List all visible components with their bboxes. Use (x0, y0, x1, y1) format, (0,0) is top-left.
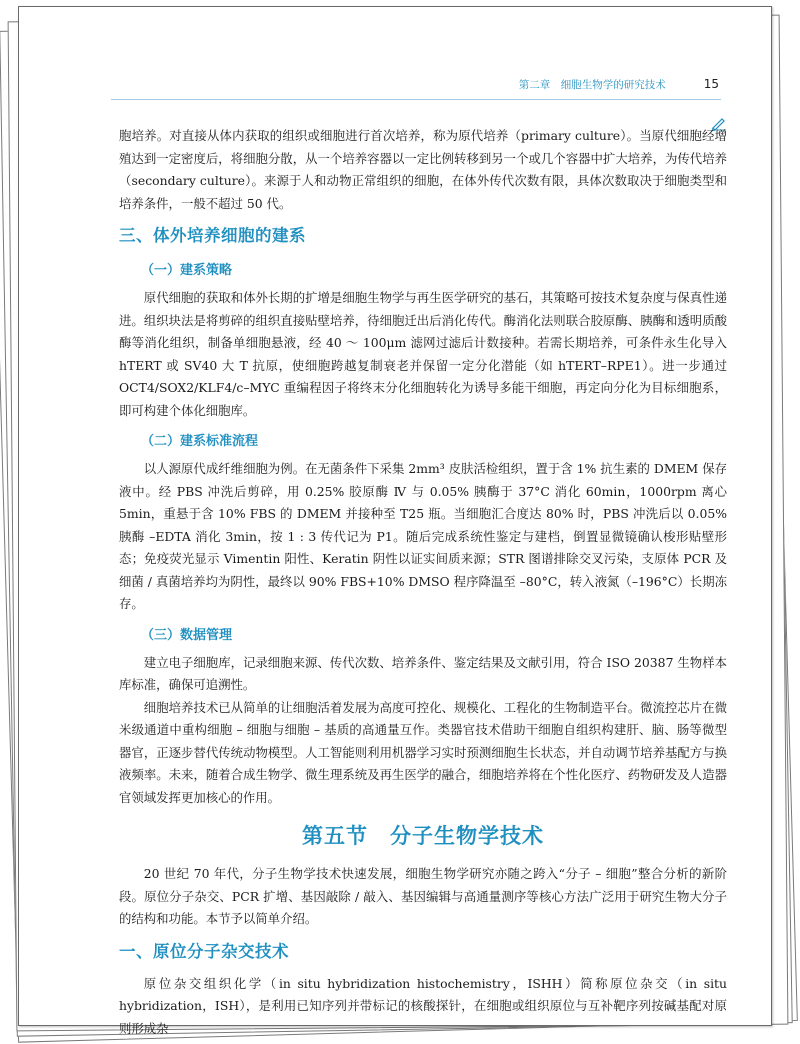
header-rule (111, 99, 721, 100)
page-number: 15 (703, 77, 719, 91)
subsection-heading: （三）数据管理 (141, 627, 233, 643)
paragraph: 原位杂交组织化学（in situ hybridization histochemistry，ISHH）简称原位杂交（in situ hybridization，ISH），是利用已知序列并带标记的核酸探针，在细胞或组织原位与互补靶序列按碱基配对原则形成杂 (119, 975, 727, 1036)
paragraph: 20 世纪 70 年代，分子生物学技术快速发展，细胞生物学研究亦随之跨入“分子 – 细胞”整合分析的新阶段。原位分子杂交、PCR 扩增、基因敲除 / 敲入、基因编辑与高通量测序等核心方法广泛用于研究生物大分子的结构和功能。本节予以简单介绍。 (119, 866, 727, 926)
subsection-heading: （一）建系策略 (141, 263, 233, 278)
paragraph: 细胞培养技术已从简单的让细胞活着发展为高度可控化、规模化、工程化的生物制造平台。微流控芯片在微米级通道中重构细胞 – 细胞与细胞 – 基质的高通量互作。类器官技术借助干细胞自组织构建肝、脑、肠等微型器官，正逐步替代传统动物模型。人工智能则利用机器学习实时预测细胞生长状态，并自动调节培养基配方与换液频率。未来，随着合成生物学、微生理系统及再生医学的融合，细胞培养将在个性化医疗、药物研发及人造器官领域发挥更加核心的作用。 (119, 699, 727, 805)
subsection-heading: （二）建系标准流程 (141, 434, 259, 449)
chapter-section-title: 第五节 分子生物学技术 (302, 824, 544, 848)
running-head (519, 77, 719, 92)
paragraph: 胞培养。对直接从体内获取的组织或细胞进行首次培养，称为原代培养（primary culture）。当原代细胞经增殖达到一定密度后，将细胞分散，从一个培养容器以一定比例转移到另一个或几个容器中扩大培养，为传代培养（secondary culture）。来源于人和动物正常组织的细胞，在体外传代次数有限，具体次数取决于细胞类型和培养条件，一般不超过 50 代。 (119, 128, 727, 211)
page-content (119, 125, 727, 1040)
section-heading: 一、原位分子杂交技术 (119, 941, 289, 961)
book-page (18, 6, 772, 1036)
section-heading: 三、体外培养细胞的建系 (119, 226, 306, 245)
paragraph: 以人源原代成纤维细胞为例。在无菌条件下采集 2mm³ 皮肤活检组织，置于含 1% 抗生素的 DMEM 保存液中。经 PBS 冲洗后剪碎，用 0.25% 胶原酶 Ⅳ 与 0.05% 胰酶于 37°C 消化 60min，1000rpm 离心 5min，重悬于含 10% FBS 的 DMEM 并接种至 T25 瓶。当细胞汇合度达 80% 时，PBS 冲洗后以 0.05% 胰酶 –EDTA 消化 3min，按 1 : 3 传代记为 P1。随后完成系统性鉴定与建档，倒置显微镜确认梭形贴壁形态；免疫荧光显示 Vimentin 阳性、Keratin 阴性以证实间质来源；STR 图谱排除交叉污染，支原体 PCR 及细菌 / 真菌培养均为阴性，最终以 90% FBS+10% DMSO 程序降温至 –80°C，转入液氮（–196°C）长期冻存。 (119, 461, 727, 611)
paragraph: 原代细胞的获取和体外长期的扩增是细胞生物学与再生医学研究的基石，其策略可按技术复杂度与保真性递进。组织块法是将剪碎的组织直接贴壁培养，待细胞迁出后消化传代。酶消化法则联合胶原酶、胰酶和透明质酸酶等消化组织，制备单细胞悬液，经 40 ～ 100μm 滤网过滤后计数接种。若需长期培养，可条件永生化导入 hTERT 或 SV40 大 T 抗原，使细胞跨越复制衰老并保留一定分化潜能（如 hTERT–RPE1）。进一步通过 OCT4/SOX2/KLF4/c–MYC 重编程因子将终末分化细胞转化为诱导多能干细胞，再定向分化为目标细胞系，即可构建个体化细胞库。 (119, 290, 727, 418)
chapter-title: 第二章 细胞生物学的研究技术 (518, 79, 666, 91)
paragraph: 建立电子细胞库，记录细胞来源、传代次数、培养条件、鉴定结果及文献引用，符合 ISO 20387 生物样本库标准，确保可追溯性。 (119, 654, 727, 692)
